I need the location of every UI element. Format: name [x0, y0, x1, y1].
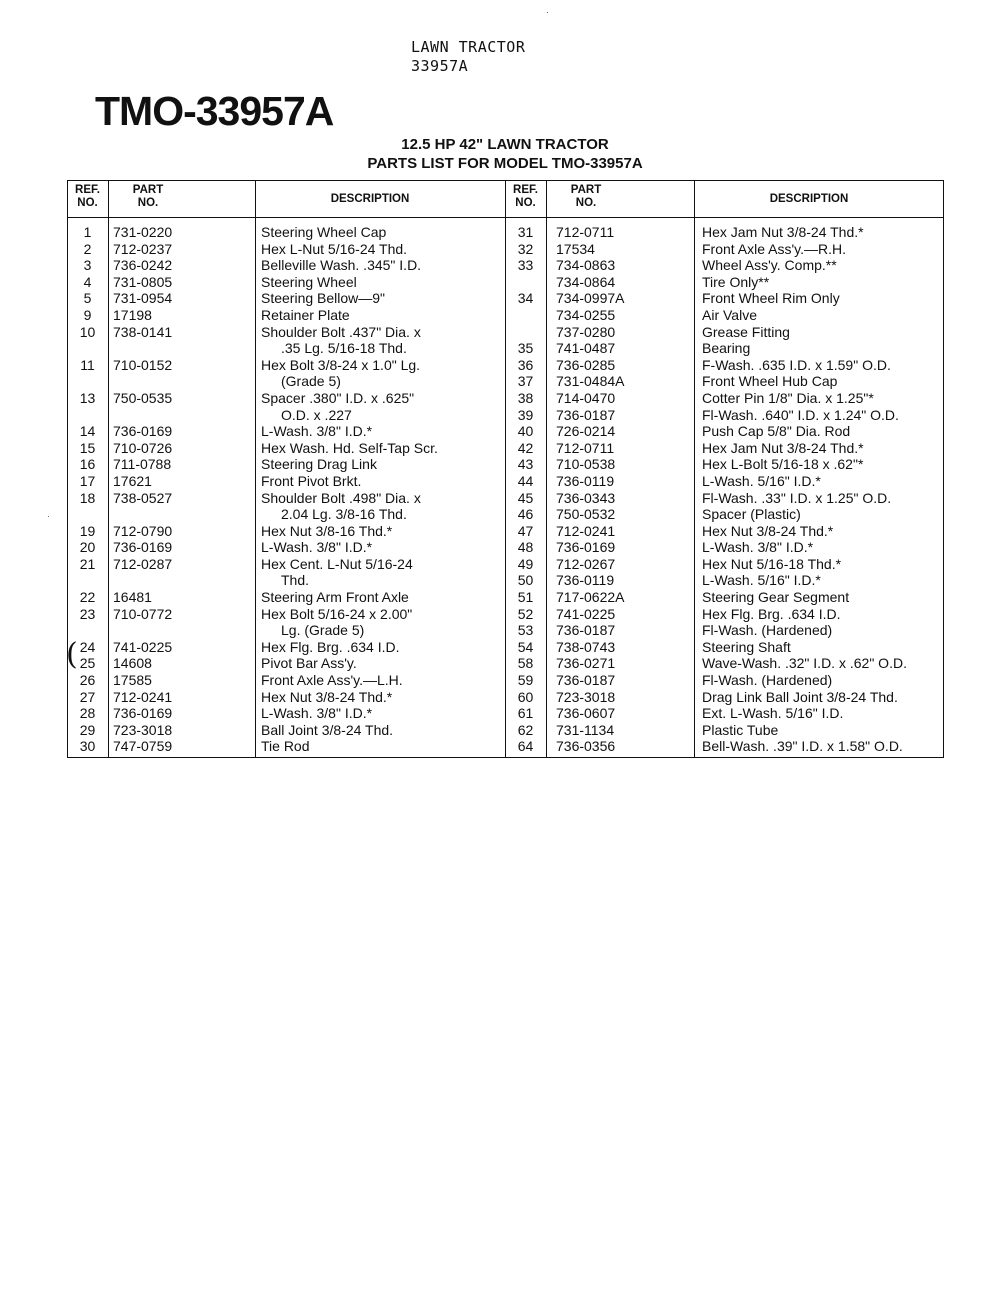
ref-no: 45: [517, 489, 534, 506]
model-number-heading: TMO-33957A: [95, 88, 334, 134]
table-row: [505, 506, 944, 523]
table-row: [67, 490, 505, 507]
table-row: [67, 689, 505, 706]
description: Hex Bolt 5/16-24 x 2.00": [261, 605, 413, 622]
header-part-no: [108, 184, 188, 210]
part-no: 734-0864: [556, 273, 616, 290]
left-rows: [67, 224, 505, 755]
description: Tie Rod: [261, 738, 310, 755]
ref-no: 53: [517, 622, 534, 639]
table-row: [67, 224, 505, 241]
ref-no: 54: [517, 638, 534, 655]
part-no: 712-0241: [556, 522, 616, 539]
part-no: 736-0169: [113, 423, 173, 440]
part-no: 712-0711: [556, 224, 615, 240]
typed-header: [411, 38, 525, 76]
ref-no: 61: [517, 705, 534, 722]
header-part-line1: PART: [132, 184, 164, 196]
part-no: 750-0532: [556, 506, 616, 523]
header-part-line2: NO.: [137, 197, 159, 209]
description: Bearing: [702, 340, 751, 357]
description: Hex Bolt 3/8-24 x 1.0" Lg.: [261, 356, 421, 373]
description: Front Axle Ass'y.—R.H.: [702, 240, 847, 257]
scan-dot: ·: [546, 8, 549, 17]
ref-no: 19: [79, 522, 96, 539]
table-row: [505, 290, 944, 307]
description: Shoulder Bolt .498" Dia. x: [261, 489, 421, 506]
description: L-Wash. 3/8" I.D.*: [702, 539, 814, 556]
ref-no: 4: [83, 273, 92, 290]
table-row: [505, 722, 944, 739]
part-no: 734-0255: [556, 306, 616, 323]
part-no: 738-0141: [113, 323, 173, 340]
header-ref-line2: NO.: [515, 197, 536, 209]
table-row: [505, 705, 944, 722]
ref-no: 48: [517, 539, 534, 556]
ref-no: 10: [79, 323, 96, 340]
description: Plastic Tube: [702, 721, 779, 738]
ref-no: 5: [83, 290, 92, 307]
description: Front Pivot Brkt.: [261, 472, 362, 489]
ref-no: 18: [79, 489, 96, 506]
part-no: 741-0225: [113, 638, 173, 655]
part-no: 736-0169: [556, 539, 616, 556]
ref-no: 39: [517, 406, 534, 423]
ref-no: 44: [517, 472, 534, 489]
ref-no: 17: [79, 472, 96, 489]
ref-no: 42: [517, 439, 534, 456]
table-row: [67, 523, 505, 540]
table-row: [505, 689, 944, 706]
ref-no: 20: [79, 539, 96, 556]
part-no: 736-0343: [556, 489, 616, 506]
ref-no: 26: [79, 672, 96, 689]
part-no: 736-0187: [556, 406, 616, 423]
part-no: 17621: [113, 472, 152, 489]
ref-no: 21: [79, 555, 96, 572]
ref-no: 36: [517, 356, 534, 373]
part-no: 736-0285: [556, 356, 616, 373]
description: Hex Nut 3/8-24 Thd.*: [261, 688, 393, 705]
header-part-line2: NO.: [575, 197, 597, 209]
table-row: [505, 738, 944, 755]
table-row: [67, 506, 505, 523]
ref-no: 30: [79, 738, 96, 755]
part-no: 710-0152: [113, 356, 173, 373]
description: Steering Wheel: [261, 273, 357, 290]
ref-no: 32: [517, 240, 534, 257]
part-no: 714-0470: [556, 389, 616, 406]
ref-no: 49: [517, 555, 534, 572]
table-row: [67, 622, 505, 639]
description: Hex L-Bolt 5/16-18 x .62"*: [702, 456, 864, 473]
description: Ball Joint 3/8-24 Thd.: [261, 721, 394, 738]
part-no: 712-0711: [556, 439, 615, 456]
table-row: [67, 672, 505, 689]
ref-no: 22: [79, 589, 96, 606]
table-row: [505, 224, 944, 241]
header-part-no: [546, 184, 626, 210]
description: Push Cap 5/8" Dia. Rod: [702, 423, 851, 440]
part-no: 750-0535: [113, 389, 173, 406]
part-no: 712-0267: [556, 555, 616, 572]
part-no: 726-0214: [556, 423, 616, 440]
description: Air Valve: [702, 306, 757, 323]
part-no: 736-0187: [556, 672, 616, 689]
description: Pivot Bar Ass'y.: [261, 655, 357, 672]
table-row: [505, 340, 944, 357]
table-row: [505, 556, 944, 573]
part-no: 710-0726: [113, 439, 173, 456]
description: Ext. L-Wash. 5/16" I.D.: [702, 705, 844, 722]
ref-no: 43: [517, 456, 534, 473]
description: (Grade 5): [281, 373, 341, 390]
description: F-Wash. .635 I.D. x 1.59" O.D.: [702, 356, 891, 373]
description: Retainer Plate: [261, 306, 350, 323]
ref-no: 34: [517, 290, 534, 307]
description: L-Wash. 5/16" I.D.*: [702, 572, 821, 589]
description: Hex Nut 3/8-16 Thd.*: [261, 522, 393, 539]
ref-no: 52: [517, 605, 534, 622]
part-no: 723-3018: [113, 721, 173, 738]
ref-no: 64: [517, 738, 534, 755]
part-no: 734-0997A: [556, 290, 625, 307]
part-no: 741-0225: [556, 605, 616, 622]
ref-no: 35: [517, 340, 534, 357]
part-no: 736-0356: [556, 738, 616, 755]
description: Hex Wash. Hd. Self-Tap Scr.: [261, 439, 438, 456]
part-no: 738-0527: [113, 489, 173, 506]
table-row: [505, 440, 944, 457]
part-no: 712-0241: [113, 688, 173, 705]
ref-no: 46: [517, 506, 534, 523]
table-row: [67, 639, 505, 656]
description: Steering Gear Segment: [702, 589, 850, 606]
part-no: 16481: [113, 589, 152, 606]
ref-no: 28: [79, 705, 96, 722]
ref-no: 58: [517, 655, 534, 672]
table-row: [505, 639, 944, 656]
table-row: [67, 307, 505, 324]
part-no: 736-0187: [556, 622, 616, 639]
table-row: [67, 390, 505, 407]
table-row: [67, 456, 505, 473]
table-row: [67, 407, 505, 424]
ref-no: 29: [79, 721, 96, 738]
description: Cotter Pin 1/8" Dia. x 1.25"*: [702, 389, 874, 406]
scan-dot: ·: [47, 512, 50, 521]
description: Fl-Wash. (Hardened): [702, 672, 833, 689]
header-ref-line1: REF.: [513, 184, 538, 196]
description: Tire Only**: [702, 273, 770, 290]
table-row: [67, 606, 505, 623]
description: Steering Shaft: [702, 638, 791, 655]
table-row: [505, 357, 944, 374]
header-description: DESCRIPTION: [330, 193, 410, 205]
table-row: [67, 241, 505, 258]
description: Hex Jam Nut 3/8-24 Thd.*: [702, 224, 864, 240]
description: Hex Flg. Brg. .634 I.D.: [261, 638, 400, 655]
part-no: 711-0788: [113, 456, 172, 473]
typed-title: LAWN TRACTOR: [411, 38, 526, 56]
ref-no: 37: [517, 373, 534, 390]
typed-model: 33957A: [411, 57, 469, 75]
header-ref-line1: REF.: [75, 184, 100, 196]
description: Hex Nut 5/16-18 Thd.*: [702, 555, 842, 572]
part-no: 734-0863: [556, 257, 616, 274]
table-row: [505, 523, 944, 540]
ref-no: 9: [83, 306, 92, 323]
table-row: [505, 672, 944, 689]
ref-no: 51: [517, 589, 534, 606]
ref-no: 31: [517, 224, 534, 240]
ref-no: 59: [517, 672, 534, 689]
table-row: [505, 241, 944, 258]
description: Steering Drag Link: [261, 456, 377, 473]
part-no: 17534: [556, 240, 595, 257]
description: Lg. (Grade 5): [281, 622, 365, 639]
table-row: [505, 490, 944, 507]
description: L-Wash. 3/8" I.D.*: [261, 539, 373, 556]
description: Fl-Wash. (Hardened): [702, 622, 833, 639]
table-row: [67, 705, 505, 722]
ref-no: 14: [79, 423, 96, 440]
description: Steering Arm Front Axle: [261, 589, 409, 606]
ref-no: 23: [79, 605, 96, 622]
table-row: [67, 274, 505, 291]
table-row: [505, 390, 944, 407]
description: Fl-Wash. .640" I.D. x 1.24" O.D.: [702, 406, 899, 423]
table-row: [67, 290, 505, 307]
ref-no: 13: [79, 389, 96, 406]
table-row: [505, 324, 944, 341]
description: Hex Nut 3/8-24 Thd.*: [702, 522, 834, 539]
part-no: 14608: [113, 655, 152, 672]
description: Fl-Wash. .33" I.D. x 1.25" O.D.: [702, 489, 892, 506]
table-row: [67, 357, 505, 374]
description: Spacer .380" I.D. x .625": [261, 389, 415, 406]
ref-no: 27: [79, 688, 96, 705]
table-row: [67, 440, 505, 457]
part-no: 736-0119: [556, 572, 615, 589]
description: Hex Cent. L-Nut 5/16-24: [261, 555, 413, 572]
description: Grease Fitting: [702, 323, 790, 340]
table-row: [67, 340, 505, 357]
document-title: 12.5 HP 42" LAWN TRACTOR: [401, 136, 609, 153]
description: .35 Lg. 5/16-18 Thd.: [281, 340, 407, 357]
table-row: [67, 324, 505, 341]
description: Hex Flg. Brg. .634 I.D.: [702, 605, 841, 622]
table-row: [67, 572, 505, 589]
ref-no: 2: [83, 240, 92, 257]
table-row: [67, 722, 505, 739]
description: L-Wash. 5/16" I.D.*: [702, 472, 821, 489]
description: Front Wheel Hub Cap: [702, 373, 838, 390]
part-no: 717-0622A: [556, 589, 625, 606]
part-no: 17585: [113, 672, 152, 689]
table-row: [67, 556, 505, 573]
document-subtitle: PARTS LIST FOR MODEL TMO-33957A: [367, 155, 643, 172]
description: O.D. x .227: [281, 406, 352, 423]
table-row: [505, 423, 944, 440]
table-row: [67, 738, 505, 755]
table-row: [67, 373, 505, 390]
part-no: 17198: [113, 306, 152, 323]
table-row: [505, 622, 944, 639]
part-no: 736-0169: [113, 539, 173, 556]
description: Front Axle Ass'y.—L.H.: [261, 672, 403, 689]
table-row: [505, 307, 944, 324]
description: Wheel Ass'y. Comp.**: [702, 257, 837, 274]
handwritten-bracket: (: [66, 637, 78, 672]
ref-no: 11: [80, 356, 95, 373]
part-no: 731-0954: [113, 290, 173, 307]
table-row: [505, 274, 944, 291]
ref-no: 33: [517, 257, 534, 274]
part-no: 738-0743: [556, 638, 616, 655]
part-no: 710-0772: [113, 605, 173, 622]
part-no: 737-0280: [556, 323, 616, 340]
part-no: 731-0484A: [556, 373, 625, 390]
part-no: 736-0607: [556, 705, 616, 722]
part-no: 731-0220: [113, 224, 173, 240]
part-no: 736-0169: [113, 705, 173, 722]
right-rows: [505, 224, 944, 755]
ref-no: 25: [79, 655, 96, 672]
description: Drag Link Ball Joint 3/8-24 Thd.: [702, 688, 898, 705]
table-row: [505, 257, 944, 274]
part-no: 731-1134: [556, 721, 615, 738]
header-description: DESCRIPTION: [769, 193, 849, 205]
description: Bell-Wash. .39" I.D. x 1.58" O.D.: [702, 738, 903, 755]
ref-no: 38: [517, 389, 534, 406]
ref-no: 15: [79, 439, 96, 456]
ref-no: 24: [79, 638, 96, 655]
table-row: [505, 606, 944, 623]
header-ref-no: [505, 184, 546, 210]
table-row: [67, 473, 505, 490]
ref-no: 47: [517, 522, 534, 539]
part-no: 710-0538: [556, 456, 616, 473]
description: Hex Jam Nut 3/8-24 Thd.*: [702, 439, 864, 456]
description: Hex L-Nut 5/16-24 Thd.: [261, 240, 408, 257]
ref-no: 16: [79, 456, 96, 473]
part-no: 723-3018: [556, 688, 616, 705]
part-no: 736-0119: [556, 472, 615, 489]
table-row: [67, 257, 505, 274]
table-row: [505, 539, 944, 556]
description: Wave-Wash. .32" I.D. x .62" O.D.: [702, 655, 907, 672]
table-row: [505, 572, 944, 589]
ref-no: 40: [517, 423, 534, 440]
part-no: 731-0805: [113, 273, 173, 290]
part-no: 741-0487: [556, 340, 616, 357]
ref-no: 50: [517, 572, 534, 589]
description: 2.04 Lg. 3/8-16 Thd.: [281, 506, 407, 523]
table-row: [67, 423, 505, 440]
header-ref-line2: NO.: [77, 197, 98, 209]
table-row: [67, 589, 505, 606]
part-no: 736-0242: [113, 257, 173, 274]
description: Steering Bellow—9": [261, 290, 386, 307]
description: Spacer (Plastic): [702, 506, 801, 523]
description: L-Wash. 3/8" I.D.*: [261, 705, 373, 722]
ref-no: 1: [83, 224, 92, 240]
table-row: [67, 539, 505, 556]
part-no: 712-0287: [113, 555, 173, 572]
table-row: [505, 456, 944, 473]
table-row: [505, 655, 944, 672]
header-ref-no: [67, 184, 108, 210]
header-part-line1: PART: [570, 184, 602, 196]
table-row: [505, 407, 944, 424]
description: Steering Wheel Cap: [261, 224, 387, 240]
description: Belleville Wash. .345" I.D.: [261, 257, 422, 274]
description: Thd.: [281, 572, 310, 589]
table-row: [505, 589, 944, 606]
ref-no: 62: [517, 721, 534, 738]
description: L-Wash. 3/8" I.D.*: [261, 423, 373, 440]
ref-no: 60: [517, 688, 534, 705]
table-row: [505, 473, 944, 490]
ref-no: 3: [83, 257, 92, 274]
description: Shoulder Bolt .437" Dia. x: [261, 323, 421, 340]
part-no: 712-0790: [113, 522, 173, 539]
description: Front Wheel Rim Only: [702, 290, 840, 307]
part-no: 747-0759: [113, 738, 173, 755]
part-no: 712-0237: [113, 240, 173, 257]
table-row: [67, 655, 505, 672]
table-row: [505, 373, 944, 390]
part-no: 736-0271: [556, 655, 616, 672]
